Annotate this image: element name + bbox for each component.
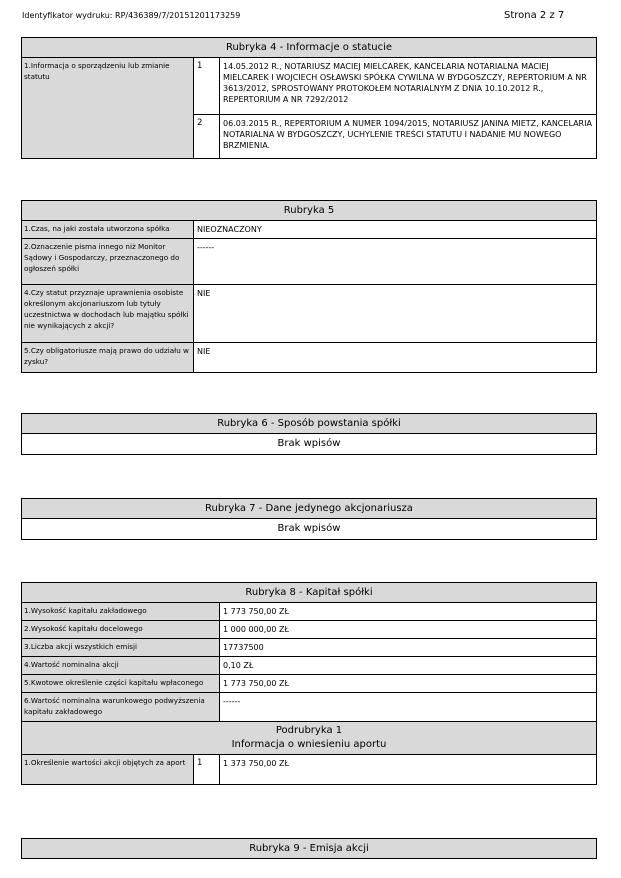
section-rubryka-9 [21,838,597,859]
field-value: NIEOZNACZONY [194,221,596,238]
subsection-number: Podrubryka 1 [275,725,343,736]
entry-value: 14.05.2012 R., NOTARIUSZ MACIEJ MIELCAREK, KANCELARIA NOTARIALNA MACIEJ MIELCAREK I WOJCIECH OSŁAWSKI SPÓŁKA CYWILNA W BYDGOSZCZY, REPERTORIUM A NR 3613/2012, SPROSTOWANY PROTOKOŁEM NOTARIALNYM Z DNIA 10.10.2012 R., REPERTORIUM A NR 7292/2012 [220,58,596,114]
field-value: NIE [194,285,596,342]
field-value: ------ [194,239,596,284]
field-label: 5.Czy obligatoriusze mają prawo do udziału w zysku? [22,343,194,372]
field-label: 1.Określenie wartości akcji objętych za aport [22,755,194,784]
field-label: 4.Wartość nominalna akcji [22,657,220,674]
field-value: 0,10 ZŁ [220,657,596,674]
field-label: 1.Wysokość kapitału zakładowego [22,603,220,620]
section-title: Rubryka 7 - Dane jedynego akcjonariusza [22,499,596,519]
field-label: 2.Wysokość kapitału docelowego [22,621,220,638]
field-label: 1.Informacja o sporządzeniu lub zmianie statutu [22,58,194,158]
field-value: 1 773 750,00 ZŁ [220,675,596,692]
field-value: 1 000 000,00 ZŁ [220,621,596,638]
section-rubryka-5 [21,200,597,373]
section-rubryka-8 [21,582,597,785]
field-label: 5.Kwotowe określenie części kapitału wpłaconego [22,675,220,692]
section-title: Rubryka 8 - Kapitał spółki [22,583,596,603]
field-value: ------ [220,693,596,721]
entry-value: 06.03.2015 R., REPERTORIUM A NUMER 1094/2015, NOTARIUSZ JANINA MIETZ, KANCELARIA NOTARIALNA W BYDGOSZCZY, UCHYLENIE TREŚCI STATUTU I NADANIE MU NOWEGO BRZMIENIA. [220,115,596,158]
section-rubryka-7 [21,498,597,540]
section-title: Rubryka 5 [22,201,596,221]
print-identifier: Identyfikator wydruku: RP/436389/7/20151201173259 [22,11,241,20]
no-entries: Brak wpisów [22,519,596,539]
field-value: 17737500 [220,639,596,656]
field-value: 1 373 750,00 ZŁ [220,755,596,784]
section-rubryka-4 [21,37,597,159]
field-label: 2.Oznaczenie pisma innego niż Monitor Sądowy i Gospodarczy, przeznaczonego do ogłoszeń spółki [22,239,194,284]
field-label: 1.Czas, na jaki została utworzona spółka [22,221,194,238]
entry-number: 1 [194,58,220,114]
section-title: Rubryka 4 - Informacje o statucie [22,38,596,58]
subsection-title [22,722,596,755]
page-number: Strona 2 z 7 [504,10,565,21]
no-entries: Brak wpisów [22,434,596,454]
field-value: 1 773 750,00 ZŁ [220,603,596,620]
section-title: Rubryka 6 - Sposób powstania spółki [22,414,596,434]
section-rubryka-6 [21,413,597,455]
field-label: 6.Wartość nominalna warunkowego podwyższenia kapitału zakładowego [22,693,220,721]
section-title: Rubryka 9 - Emisja akcji [22,839,596,859]
field-label: 4.Czy statut przyznaje uprawnienia osobiste określonym akcjonariuszom lub tytuły uczestnictwa w dochodach lub majątku spółki nie wynikających z akcji? [22,285,194,342]
subsection-name: Informacja o wniesieniu aportu [231,739,387,750]
entry-number: 2 [194,115,220,158]
entry-number: 1 [194,755,220,784]
field-label: 3.Liczba akcji wszystkich emisji [22,639,220,656]
field-value: NIE [194,343,596,372]
